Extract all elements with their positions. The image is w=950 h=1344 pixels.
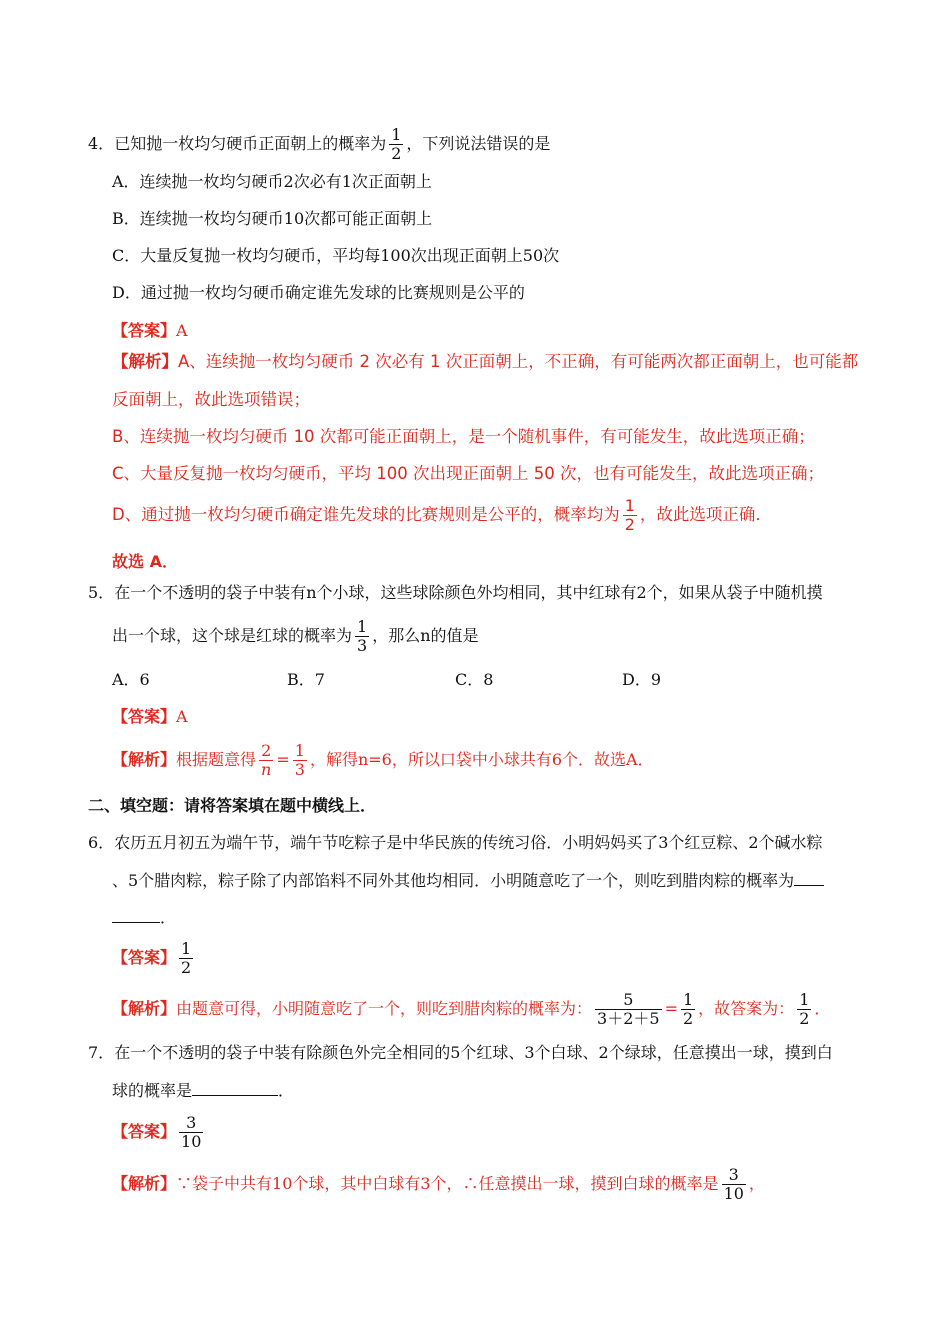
- q5-analysis: [112, 742, 654, 779]
- section-2-title: 二、填空题：请将答案填在题中横线上．: [88, 796, 377, 815]
- q4-stem: [88, 126, 550, 163]
- q6-stem-3: ．: [160, 908, 177, 927]
- q7-answer-blank: [192, 1081, 278, 1096]
- q4-answer-label: 【答案】: [112, 321, 177, 340]
- q4-analysis-fraction: $\frac{1}{2}$: [624, 496, 635, 534]
- q4-analysis-3: C、大量反复抛一枚均匀硬币，平均 100 次出现正面朝上 50 次，也有可能发生，故此选项正确；: [112, 464, 824, 483]
- q4-answer-value: A: [176, 321, 188, 340]
- q5-stem-2b: ，那么n的值是: [372, 626, 479, 645]
- q5-eq-fraction-1: $\frac{2}{n}$: [261, 741, 272, 779]
- q5-stem-1: 在一个不透明的袋子中装有n个小球，这些球除颜色外均相同，其中红球有2个，如果从袋子中随机摸: [114, 583, 823, 602]
- q5-option-a: A．6: [112, 670, 150, 689]
- q5-answer: [112, 707, 188, 727]
- q5-eq-fraction-2: $\frac{1}{3}$: [294, 741, 305, 779]
- q7-stem-line-1: [88, 1043, 833, 1063]
- q4-option-c: C．大量反复抛一枚均匀硬币，平均每100次出现正面朝上50次: [112, 246, 560, 265]
- q5-eq-sign: =: [276, 750, 290, 769]
- q4-analysis-4: [112, 497, 772, 534]
- q6-stem-2: 、5个腊肉粽，粽子除了内部馅料不同外其他均相同．小明随意吃了一个，则吃到腊肉粽的概率为: [112, 871, 795, 890]
- q4-conclusion: 故选 A．: [112, 552, 178, 571]
- q4-fraction: $\frac{1}{2}$: [391, 125, 402, 163]
- q5-fraction: $\frac{1}{3}$: [357, 617, 368, 655]
- q6-stem-line-3: [112, 908, 176, 928]
- q4-analysis-1a: A、连续抛一枚均匀硬币 2 次必有 1 次正面朝上，不正确，有可能两次都正面朝上，也可能都: [178, 352, 859, 371]
- q7-analysis-label: 【解析】: [112, 1174, 177, 1193]
- q6-analysis-a: 由题意可得，小明随意吃了一个，则吃到腊肉粽的概率为：: [176, 999, 593, 1018]
- q5-answer-value: A: [176, 707, 188, 726]
- q4-option-d: D．通过抛一枚均匀硬币确定谁先发球的比赛规则是公平的: [112, 283, 525, 302]
- q6-stem-line-1: [88, 833, 823, 853]
- q7-analysis-b: ，: [748, 1174, 765, 1193]
- q5-stem-2a: 出一个球，这个球是红球的概率为: [112, 626, 353, 645]
- q5-answer-label: 【答案】: [112, 707, 177, 726]
- q4-number: 4．: [88, 134, 115, 153]
- q5-analysis-label: 【解析】: [112, 750, 177, 769]
- q6-stem-1: 农历五月初五为端午节，端午节吃粽子是中华民族的传统习俗．小明妈妈买了3个红豆粽、2个碱水粽: [114, 833, 823, 852]
- q7-answer-fraction: $\frac{3}{10}$: [181, 1113, 202, 1151]
- q5-number: 5．: [88, 583, 115, 602]
- q6-eq-result: $\frac{1}{2}$: [682, 990, 694, 1028]
- q6-analysis-label: 【解析】: [112, 999, 177, 1018]
- q6-analysis-b: ，故答案为：: [698, 999, 795, 1018]
- q5-option-b: B．7: [287, 670, 325, 689]
- q4-option-b: B．连续抛一枚均匀硬币10次都可能正面朝上: [112, 209, 433, 228]
- q6-analysis: [112, 991, 830, 1028]
- q5-stem-line-1: [88, 583, 823, 603]
- q6-answer-fraction: $\frac{1}{2}$: [181, 939, 192, 977]
- q6-answer-blank-b: [112, 908, 160, 923]
- q6-number: 6．: [88, 833, 115, 852]
- q7-answer: [112, 1114, 206, 1151]
- q7-answer-label: 【答案】: [112, 1122, 177, 1141]
- q6-answer: [112, 940, 196, 977]
- q4-analysis-1b: 反面朝上，故此选项错误；: [112, 390, 310, 409]
- q4-option-a: A．连续抛一枚均匀硬币2次必有1次正面朝上: [112, 172, 432, 191]
- q5-option-d: D．9: [622, 670, 662, 689]
- q5-analysis-b: ，解得n=6，所以口袋中小球共有6个．故选A．: [309, 750, 654, 769]
- q5-analysis-a: 根据题意得: [176, 750, 257, 769]
- q6-eq-fraction: $\frac{5}{3+2+5}$: [597, 990, 660, 1028]
- q4-stem-part-b: ，下列说法错误的是: [406, 134, 551, 153]
- q4-analysis-4b: ，故此选项正确．: [639, 505, 772, 524]
- q7-stem-1: 在一个不透明的袋子中装有除颜色外完全相同的5个红球、3个白球、2个绿球，任意摸出一球，摸到白: [114, 1043, 833, 1062]
- q4-analysis-2: B、连续抛一枚均匀硬币 10 次都可能正面朝上，是一个随机事件，有可能发生，故此选项正确；: [112, 427, 815, 446]
- q5-stem-line-2: [112, 618, 479, 655]
- q7-analysis-a: ∵袋子中共有10个球，其中白球有3个，∴任意摸出一球，摸到白球的概率是: [176, 1174, 719, 1193]
- q4-analysis-4a: D、通过抛一枚均匀硬币确定谁先发球的比赛规则是公平的，概率均为: [112, 505, 620, 524]
- q7-stem-2: 球的概率是: [112, 1081, 193, 1100]
- q4-analysis-line-1: [112, 352, 858, 372]
- q4-analysis-label: 【解析】: [112, 352, 178, 371]
- q6-answer-blank-a: [794, 871, 824, 886]
- q7-eq-fraction: $\frac{3}{10}$: [723, 1165, 744, 1203]
- q7-number: 7．: [88, 1043, 115, 1062]
- q7-stem-line-2: [112, 1081, 294, 1101]
- q7-analysis: [112, 1166, 765, 1203]
- q6-stem-line-2: [112, 871, 824, 891]
- q6-eq-sign: =: [664, 999, 678, 1018]
- q6-final-fraction: $\frac{1}{2}$: [799, 990, 810, 1028]
- q6-answer-label: 【答案】: [112, 948, 177, 967]
- q5-option-c: C．8: [455, 670, 494, 689]
- q4-stem-part-a: 已知抛一枚均匀硬币正面朝上的概率为: [114, 134, 387, 153]
- q4-answer: [112, 321, 188, 341]
- q6-analysis-c: ．: [814, 999, 831, 1018]
- q7-stem-3: ．: [278, 1081, 295, 1100]
